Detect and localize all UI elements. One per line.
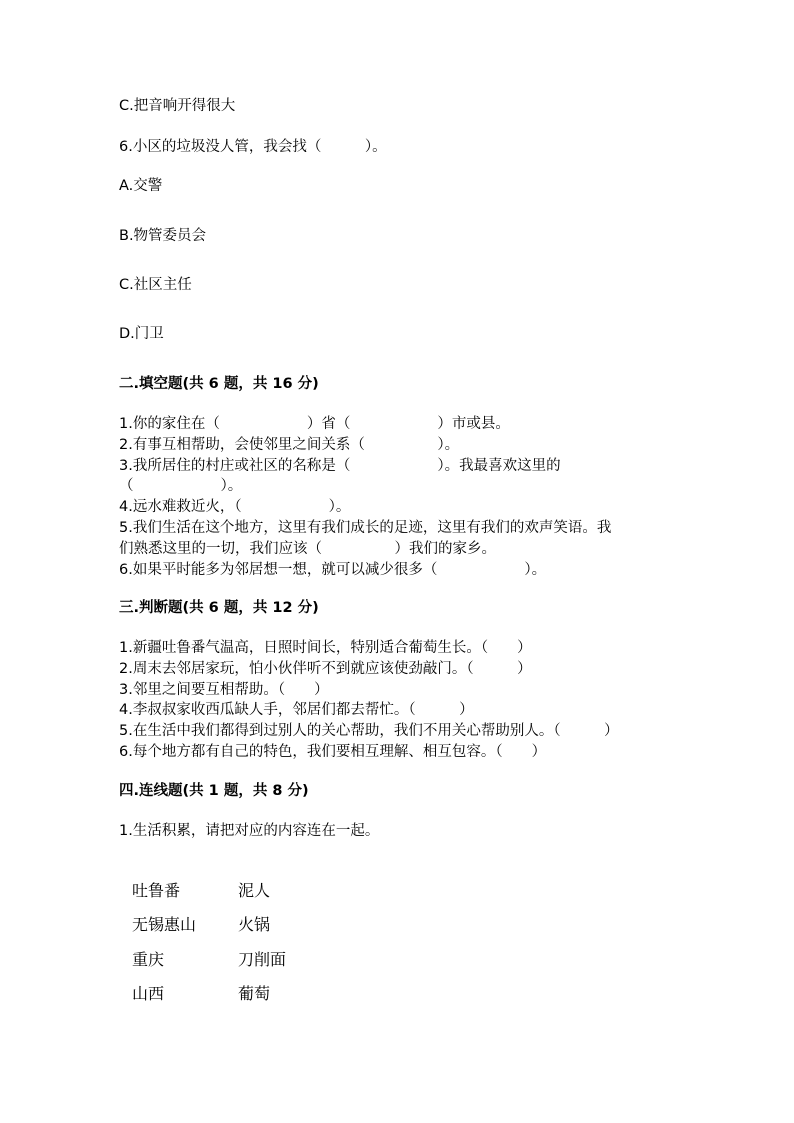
section3-line-3: 3.邻里之间要互相帮助。（ ）	[119, 682, 329, 698]
match-right-item-2[interactable]: 火锅	[238, 915, 271, 934]
section2-line-1: 1.你的家住在（ ）省（ ）市或县。	[119, 416, 510, 432]
section3-line-4: 4.李叔叔家收西瓜缺人手，邻居们都去帮忙。（ ）	[119, 702, 474, 718]
section3-line-5: 5.在生活中我们都得到过别人的关心帮助，我们不用关心帮助别人。（ ）	[119, 723, 619, 739]
match-left-item-2[interactable]: 无锡惠山	[132, 915, 197, 934]
section3-line-1: 1.新疆吐鲁番气温高，日照时间长，特别适合葡萄生长。（ ）	[119, 640, 532, 656]
match-left-item-4[interactable]: 山西	[132, 984, 165, 1003]
section3-line-2: 2.周末去邻居家玩，怕小伙伴听不到就应该使劲敲门。（ ）	[119, 661, 532, 677]
section2-line-3-cont: （ ）。	[119, 478, 243, 494]
match-right-item-4[interactable]: 葡萄	[238, 984, 271, 1003]
section2-line-3: 3.我所居住的村庄或社区的名称是（ ）。我最喜欢这里的	[119, 458, 561, 474]
match-right-item-3[interactable]: 刀削面	[238, 950, 287, 969]
section2-line-5-cont: 们熟悉这里的一切，我们应该（ ）我们的家乡。	[119, 541, 496, 557]
section3-line-6: 6.每个地方都有自己的特色，我们要相互理解、相互包容。（ ）	[119, 744, 547, 760]
section4-heading: 四.连线题(共 1 题，共 8 分)	[119, 783, 309, 799]
section4-question: 1.生活积累，请把对应的内容连在一起。	[119, 823, 380, 839]
q6-option-c: C.社区主任	[119, 277, 192, 293]
q5-option-c: C.把音响开得很大	[119, 98, 236, 114]
match-left-item-3[interactable]: 重庆	[132, 950, 165, 969]
section2-line-6: 6.如果平时能多为邻居想一想，就可以减少很多（ ）。	[119, 562, 547, 578]
section3-heading: 三.判断题(共 6 题，共 12 分)	[119, 600, 319, 616]
section2-line-5: 5.我们生活在这个地方，这里有我们成长的足迹，这里有我们的欢声笑语。我	[119, 520, 612, 536]
match-left-item-1[interactable]: 吐鲁番	[132, 881, 181, 900]
section2-line-2: 2.有事互相帮助，会使邻里之间关系（ ）。	[119, 437, 460, 453]
q6-option-d: D.门卫	[119, 326, 164, 342]
match-right-item-1[interactable]: 泥人	[238, 881, 271, 900]
section2-line-4: 4.远水难救近火，（ ）。	[119, 499, 351, 515]
q6-stem: 6.小区的垃圾没人管，我会找（ ）。	[119, 139, 387, 155]
section2-heading: 二.填空题(共 6 题，共 16 分)	[119, 376, 319, 392]
q6-option-a: A.交警	[119, 178, 163, 194]
q6-option-b: B.物管委员会	[119, 228, 207, 244]
